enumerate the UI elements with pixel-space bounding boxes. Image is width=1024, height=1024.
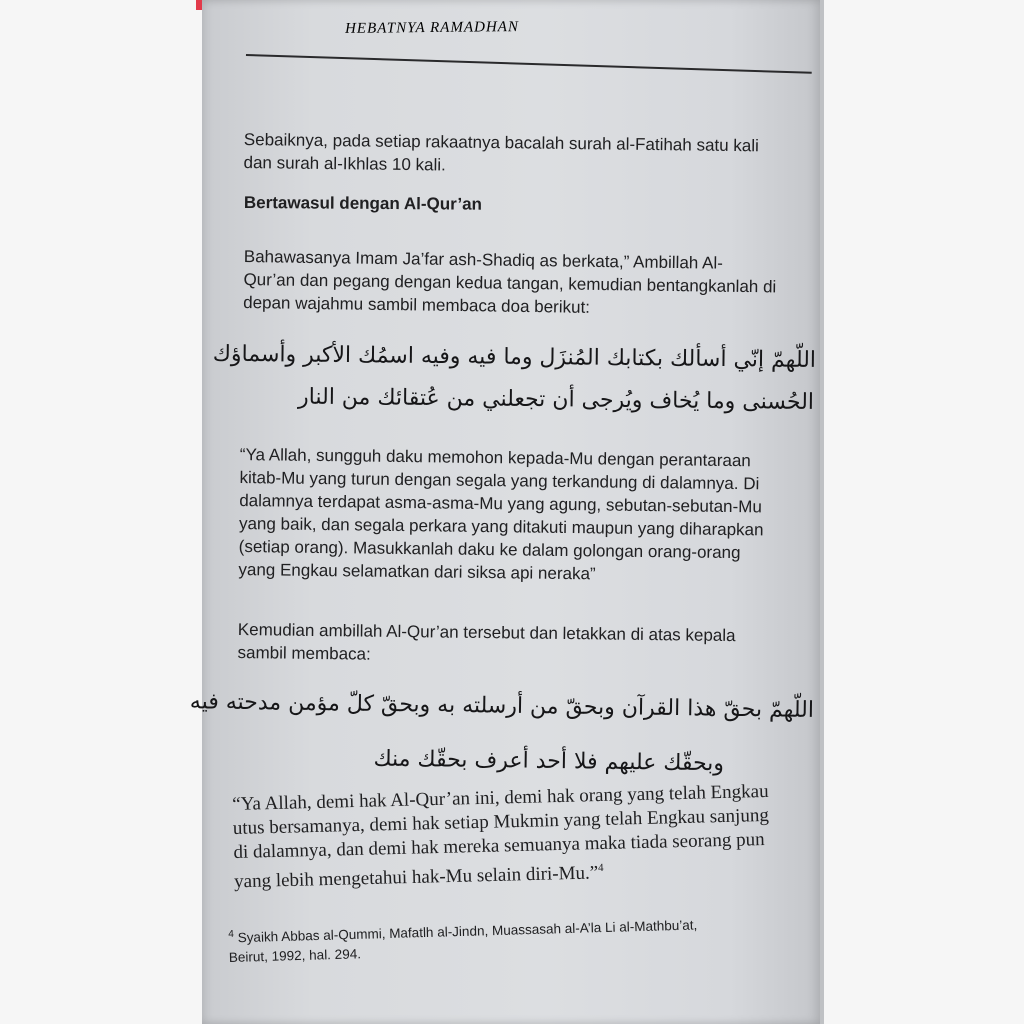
arabic-prayer-2-line-2: وبحقّك عليهم فلا أحد أعرف بحقّك منك <box>373 746 725 777</box>
paragraph-line: “Ya Allah, sungguh daku memohon kepada-Mu dengan perantaraan <box>239 444 751 471</box>
paragraph-line: (setiap orang). Masukkanlah daku ke dalam golongan orang-orang <box>238 536 741 563</box>
paragraph-line: utus bersamanya, demi hak setiap Mukmin yang telah Engkau sanjung <box>232 804 770 839</box>
footnote-reference: 4 <box>597 861 604 875</box>
section-heading: Bertawasul dengan Al-Qur’an <box>243 192 483 214</box>
paragraph-line: Sebaiknya, pada setiap rakaatnya bacalah surah al-Fatihah satu kali <box>243 129 759 156</box>
paragraph-instruction <box>243 245 777 321</box>
footnote-text: Syaikh Abbas al-Qummi, Mafatlh al-Jindn, Muassasah al-A’la Li al-Mathbu’at, <box>237 917 698 946</box>
arabic-prayer-1-line-1: اللّهمّ إنّي أسألك بكتابك المُنزَل وما فيه وفيه اسمُك الأكبر وأسماؤك <box>212 341 817 373</box>
paragraph-line: Kemudian ambillah Al-Qur’an tersebut dan letakkan di atas kepala <box>237 619 736 646</box>
running-head: HEBATNYA RAMADHAN <box>344 19 520 37</box>
page-edge <box>820 0 824 1024</box>
paragraph-line: “Ya Allah, demi hak Al-Qur’an ini, demi hak orang yang telah Engkau <box>232 780 769 815</box>
paragraph-line: di dalamnya, dan demi hak mereka semuanya maka tiada seorang pun <box>233 829 765 863</box>
paragraph-line: depan wajahmu sambil membaca doa berikut: <box>243 292 591 317</box>
paragraph-line: yang lebih mengetahui hak-Mu selain diri-Mu.”$^4$ <box>233 861 604 893</box>
paragraph-line: Qur’an dan pegang dengan kedua tangan, kemudian bentangkanlah di <box>243 269 777 297</box>
translation-prayer-2 <box>232 780 771 894</box>
paragraph-next-step <box>237 618 735 670</box>
translation-prayer-1 <box>238 443 764 587</box>
paragraph-line: sambil membaca: <box>237 642 371 664</box>
footnote-number: 4 <box>228 928 234 940</box>
paragraph-line: dalamnya terdapat asma-asma-Mu yang agung, sebutan-sebutan-Mu <box>239 490 762 517</box>
paragraph-line: yang Engkau selamatkan dari siksa api neraka” <box>238 559 596 584</box>
paragraph-line: yang baik, dan segala perkara yang ditakuti maupun yang diharapkan <box>238 513 764 540</box>
paragraph-line: Bahawasanya Imam Ja’far ash-Shadiq as berkata,” Ambillah Al- <box>243 246 724 273</box>
footnote-line: Beirut, 1992, hal. 294. <box>228 945 362 965</box>
paragraph-intro <box>243 128 759 180</box>
arabic-prayer-1-line-2: الحُسنى وما يُخاف ويُرجى أن تجعلني من عُتقائك من النار <box>297 384 815 415</box>
paragraph-line: dan surah al-Ikhlas 10 kali. <box>243 152 446 175</box>
paragraph-line: kitab-Mu yang turun dengan segala yang terkandung di dalamnya. Di <box>239 467 760 494</box>
arabic-prayer-2-line-1: اللّهمّ بحقّ هذا القرآن وبحقّ من أرسلته به وبحقّ كلّ مؤمن مدحته فيه <box>189 689 815 723</box>
